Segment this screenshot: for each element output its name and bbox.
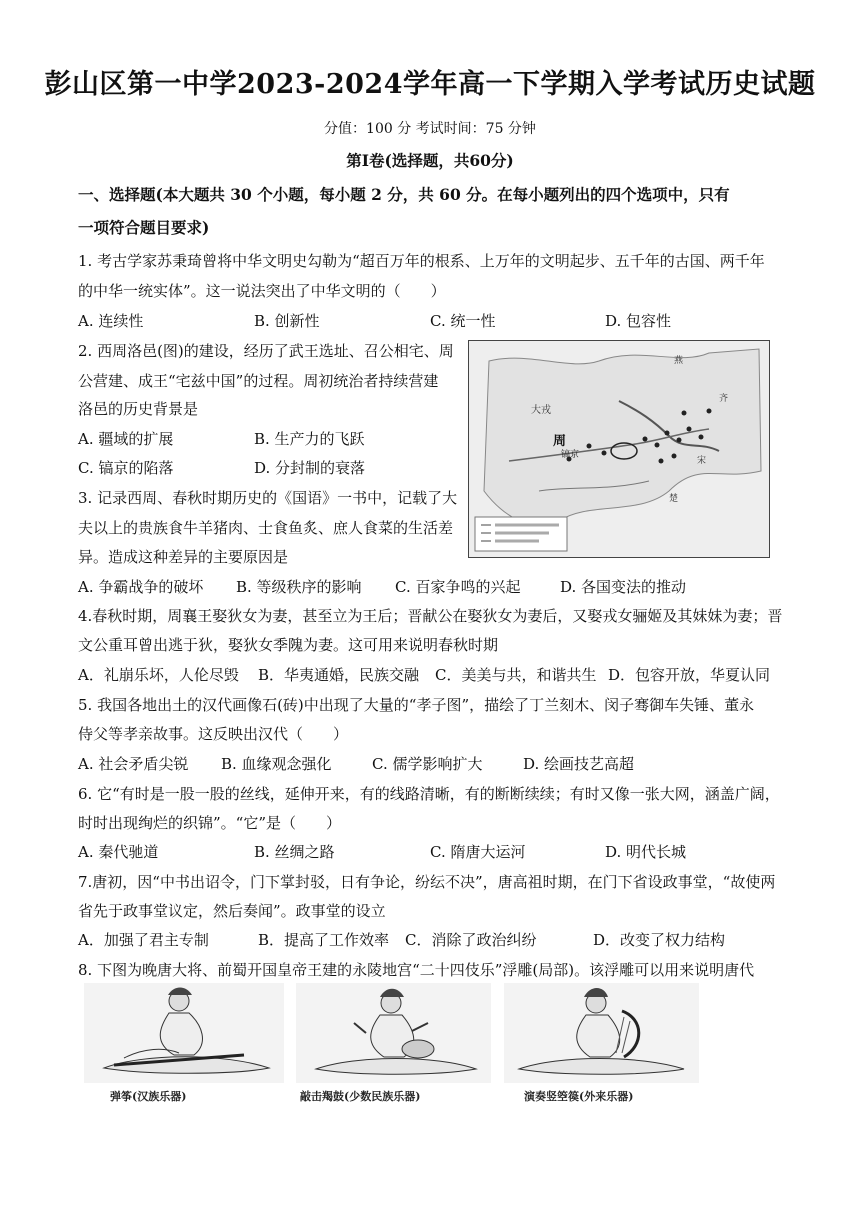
map-label-haojing: 镐京	[561, 450, 580, 460]
q2-option-b: B. 生产力的飞跃	[254, 430, 365, 448]
q8-stem-line1: 8. 下图为晚唐大将、前蜀开国皇帝王建的永陵地宫“二十四伎乐”浮雕(局部)。该浮雕可以用来说明唐代	[78, 961, 755, 979]
q6-stem-line1: 6. 它“有时是一股一股的丝线，延伸开来，有的线路清晰，有的断断续续；有时又像一张大网，涵盖广阔，	[78, 785, 780, 803]
q2-option-c: C. 镐京的陷落	[78, 459, 174, 477]
q6-option-d: D. 明代长城	[605, 843, 687, 861]
relief-figures	[84, 983, 699, 1105]
map-label-zhou: 周	[553, 434, 567, 449]
q6-option-a: A. 秦代驰道	[78, 843, 159, 861]
q3-option-c: C. 百家争鸣的兴起	[395, 578, 521, 596]
q2-stem-line3: 洛邑的历史背景是	[78, 400, 199, 418]
q7-stem-line2: 省先于政事堂议定，然后奏闻”。政事堂的设立	[78, 902, 386, 920]
konghou-player-drawing	[504, 983, 699, 1083]
q6-option-c: C. 隋唐大运河	[430, 843, 526, 861]
q5-option-a: A. 社会矛盾尖锐	[78, 755, 189, 773]
q1-option-d: D. 包容性	[605, 312, 672, 330]
q4-stem-line2: 文公重耳曾出逃于狄，娶狄女季隗为妻。这可用来说明春秋时期	[78, 636, 499, 654]
page-title: 彭山区第一中学2023-2024学年高一下学期入学考试历史试题	[44, 69, 816, 100]
q1-option-b: B. 创新性	[254, 312, 320, 330]
figure-caption-2: 敲击羯鼓(少数民族乐器)	[300, 1090, 421, 1103]
q7-option-c: C．消除了政治纠纷	[405, 931, 537, 949]
q4-option-d: D．包容开放，华夏认同	[608, 666, 771, 684]
q3-stem-line3: 异。造成这种差异的主要原因是	[78, 548, 289, 566]
q5-stem-line1: 5. 我国各地出土的汉代画像石(砖)中出现了大量的“孝子图”，描绘了丁兰刻木、闵子骞御车失锤、董永	[78, 696, 755, 714]
relief-figure-jiegu	[296, 983, 491, 1083]
section-instructions-line2: 一项符合题目要求)	[78, 218, 210, 237]
map-label-chu: 楚	[669, 494, 679, 504]
q7-option-b: B．提高了工作效率	[258, 931, 390, 949]
volume-heading: 第Ⅰ卷(选择题，共60分)	[346, 151, 514, 170]
section-instructions-line1: 一、选择题(本大题共 30 个小题，每小题 2 分，共 60 分。在每小题列出的四个选项中，只有	[78, 185, 730, 204]
q7-stem-line1: 7.唐初，因“中书出诏令，门下掌封驳，日有争论，纷纭不决”，唐高祖时期，在门下省设政事堂，“故使两	[78, 873, 776, 891]
jiegu-player-drawing	[296, 983, 491, 1083]
q5-option-c: C. 儒学影响扩大	[372, 755, 483, 773]
figure-caption-1: 弹筝(汉族乐器)	[110, 1090, 187, 1103]
q1-option-a: A. 连续性	[78, 312, 144, 330]
q7-option-d: D．改变了权力结构	[593, 931, 726, 949]
q4-option-c: C．美美与共，和谐共生	[435, 666, 597, 684]
q3-stem-line2: 夫以上的贵族食牛羊猪肉、士食鱼炙、庶人食菜的生活差	[78, 519, 454, 537]
q3-option-d: D. 各国变法的推动	[560, 578, 687, 596]
relief-figure-zheng	[84, 983, 284, 1083]
q7-option-a: A．加强了君主专制	[78, 931, 209, 949]
q6-option-b: B. 丝绸之路	[254, 843, 335, 861]
luoyi-map-figure	[468, 340, 770, 558]
q3-option-b: B. 等级秩序的影响	[236, 578, 362, 596]
figure-caption-3: 演奏竖箜篌(外来乐器)	[524, 1090, 634, 1103]
relief-figure-konghou	[504, 983, 699, 1083]
map-label-yan: 燕	[674, 356, 684, 366]
exam-meta: 分值：100 分 考试时间：75 分钟	[324, 121, 536, 137]
q5-option-d: D. 绘画技艺高超	[523, 755, 635, 773]
q2-option-a: A. 疆域的扩展	[78, 430, 174, 448]
luoyi-map-drawing	[469, 341, 769, 557]
q2-stem-line1: 2. 西周洛邑(图)的建设，经历了武王选址、召公相宅、周	[78, 342, 454, 360]
q3-option-a: A. 争霸战争的破坏	[78, 578, 204, 596]
q1-option-c: C. 统一性	[430, 312, 496, 330]
map-label-qi: 齐	[719, 394, 729, 404]
q3-stem-line1: 3. 记录西周、春秋时期历史的《国语》一书中，记载了大	[78, 489, 458, 507]
q4-stem-line1: 4.春秋时期，周襄王娶狄女为妻，甚至立为王后；晋献公在娶狄女为妻后，又娶戎女骊姬及其妹妹为妻；晋	[78, 607, 783, 625]
q4-option-a: A．礼崩乐坏，人伦尽毁	[78, 666, 239, 684]
q1-stem-line1: 1. 考古学家苏秉琦曾将中华文明史勾勒为“超百万年的根系、上万年的文明起步、五千年的古国、两千年	[78, 252, 765, 270]
q5-stem-line2: 侍父等孝亲故事。这反映出汉代（ ）	[78, 725, 349, 743]
q6-stem-line2: 时时出现绚烂的织锦”。“它”是（ ）	[78, 814, 342, 832]
q4-option-b: B．华夷通婚，民族交融	[258, 666, 420, 684]
map-label-song: 宋	[697, 456, 707, 466]
q5-option-b: B. 血缘观念强化	[221, 755, 332, 773]
q2-option-d: D. 分封制的衰落	[254, 459, 366, 477]
q1-stem-line2: 的中华一统实体”。这一说法突出了中华文明的（ ）	[78, 282, 446, 300]
q2-stem-line2: 公营建、成王“宅兹中国”的过程。周初统治者持续营建	[78, 372, 439, 390]
map-label-darong: 大戎	[531, 405, 551, 416]
zheng-player-drawing	[84, 983, 284, 1083]
